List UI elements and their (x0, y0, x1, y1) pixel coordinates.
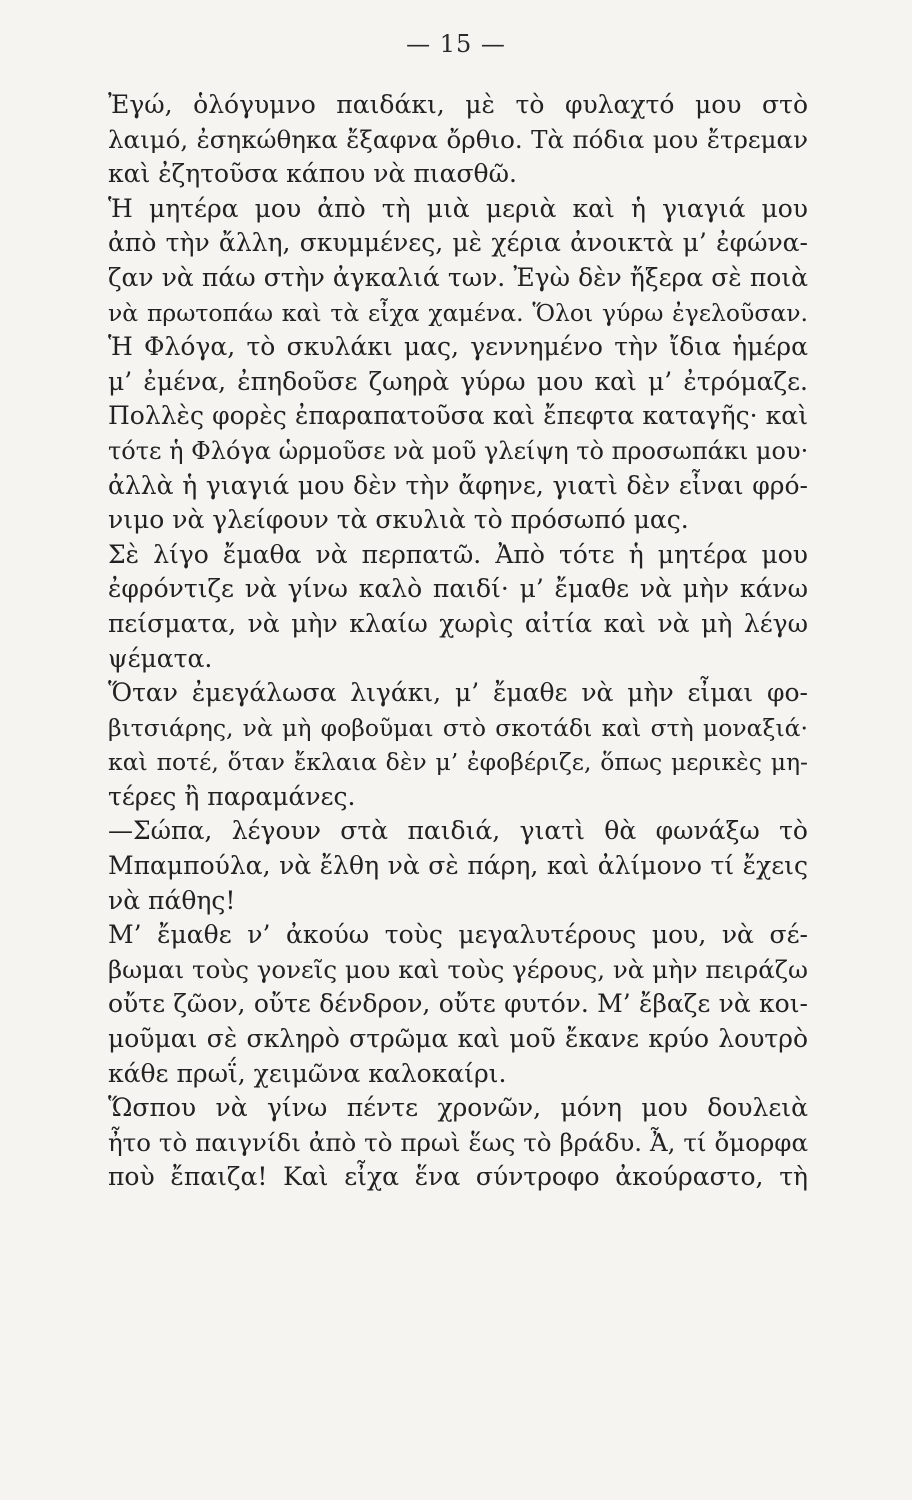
text-line: —Σώπα, λέγουν στὰ παιδιά, γιατὶ θὰ φωνάξω τὸ (108, 816, 808, 846)
text-line: καὶ ποτέ, ὅταν ἔκλαια δὲν μ’ ἐφοβέριζε, ὅπως μερικὲς μη- (108, 748, 808, 777)
text-line: Ἐγώ, ὁλόγυμνο παιδάκι, μὲ τὸ φυλαχτό μου στὸ (108, 90, 808, 119)
text-line: βιτσιάρης, νὰ μὴ φοβοῦμαι στὸ σκοτάδι καὶ στὴ μοναξιά· (108, 713, 808, 742)
page-number: — 15 — (406, 30, 506, 58)
text-line: μοῦμαι σὲ σκληρὸ στρῶμα καὶ μοῦ ἔκανε κρύο λουτρὸ (108, 1024, 808, 1054)
text-line: νιμο νὰ γλείφουν τὰ σκυλιὰ τὸ πρόσωπό μας. (108, 505, 689, 535)
text-line: κάθε πρωΐ, χειμῶνα καλοκαίρι. (108, 1058, 507, 1088)
text-line: ἀλλὰ ἡ γιαγιά μου δὲν τὴν ἄφηνε, γιατὶ δὲν εἶναι φρό- (108, 470, 808, 500)
text-line: Μ’ ἔμαθε ν’ ἀκούω τοὺς μεγαλυτέρους μου, νὰ σέ- (108, 920, 808, 950)
text-line: Ἡ μητέρα μου ἀπὸ τὴ μιὰ μεριὰ καὶ ἡ γιαγιά μου (108, 193, 808, 223)
text-line: Μπαμπούλα, νὰ ἔλθη νὰ σὲ πάρη, καὶ ἀλίμονο τί ἔχεις (108, 851, 808, 881)
text-line: τότε ἡ Φλόγα ὡρμοῦσε νὰ μοῦ γλείψη τὸ προσωπάκι μου· (108, 436, 809, 465)
text-line: πείσματα, νὰ μὴν κλαίω χωρὶς αἰτία καὶ νὰ μὴ λέγω (108, 608, 808, 638)
text-line: μ’ ἐμένα, ἐπηδοῦσε ζωηρὰ γύρω μου καὶ μ’ ἐτρόμαζε. (108, 366, 808, 396)
text-line: οὔτε ζῶον, οὔτε δένδρον, οὔτε φυτόν. Μ’ ἔβαζε νὰ κοι- (108, 989, 808, 1019)
text-line: ἀπὸ τὴν ἄλλη, σκυμμένες, μὲ χέρια ἀνοικτὰ μ’ ἐφώνα- (108, 228, 808, 258)
text-line: Ἡ Φλόγα, τὸ σκυλάκι μας, γεννημένο τὴν ἴδια ἡμέρα (108, 332, 808, 362)
text-line: ψέματα. (108, 643, 213, 673)
text-line: Σὲ λίγο ἔμαθα νὰ περπατῶ. Ἀπὸ τότε ἡ μητέρα μου (108, 539, 808, 569)
text-line: Ὅταν ἐμεγάλωσα λιγάκι, μ’ ἔμαθε νὰ μὴν εἶμαι φο- (108, 678, 808, 708)
body-text (108, 88, 808, 1195)
text-line: βωμαι τοὺς γονεῖς μου καὶ τοὺς γέρους, νὰ μὴν πειράζω (108, 954, 808, 984)
text-line: λαιμό, ἐσηκώθηκα ἔξαφνα ὄρθιο. Τὰ πόδια μου ἔτρεμαν (108, 124, 808, 154)
text-line: ποὺ ἔπαιζα! Καὶ εἶχα ἕνα σύντροφο ἀκούραστο, τὴ (108, 1162, 808, 1192)
text-line: τέρες ἢ παραμάνες. (108, 781, 356, 811)
text-line: καὶ ἐζητοῦσα κάπου νὰ πιασθῶ. (108, 159, 517, 189)
text-line: νὰ πάθης! (108, 885, 236, 915)
text-line: ἐφρόντιζε νὰ γίνω καλὸ παιδί· μ’ ἔμαθε νὰ μὴν κάνω (108, 574, 808, 604)
text-line: ζαν νὰ πάω στὴν ἀγκαλιά των. Ἐγὼ δὲν ἤξερα σὲ ποιὰ (108, 262, 808, 292)
text-line: Πολλὲς φορὲς ἐπαραπατοῦσα καὶ ἔπεφτα καταγῆς· καὶ (108, 401, 808, 431)
text-line: Ὥσπου νὰ γίνω πέντε χρονῶν, μόνη μου δουλειὰ (108, 1093, 808, 1123)
text-line: ἦτο τὸ παιγνίδι ἀπὸ τὸ πρωὶ ἕως τὸ βράδυ. Ἆ, τί ὄμορφα (108, 1127, 808, 1157)
text-line: νὰ πρωτοπάω καὶ τὰ εἶχα χαμένα. Ὅλοι γύρω ἐγελοῦσαν. (108, 298, 808, 327)
